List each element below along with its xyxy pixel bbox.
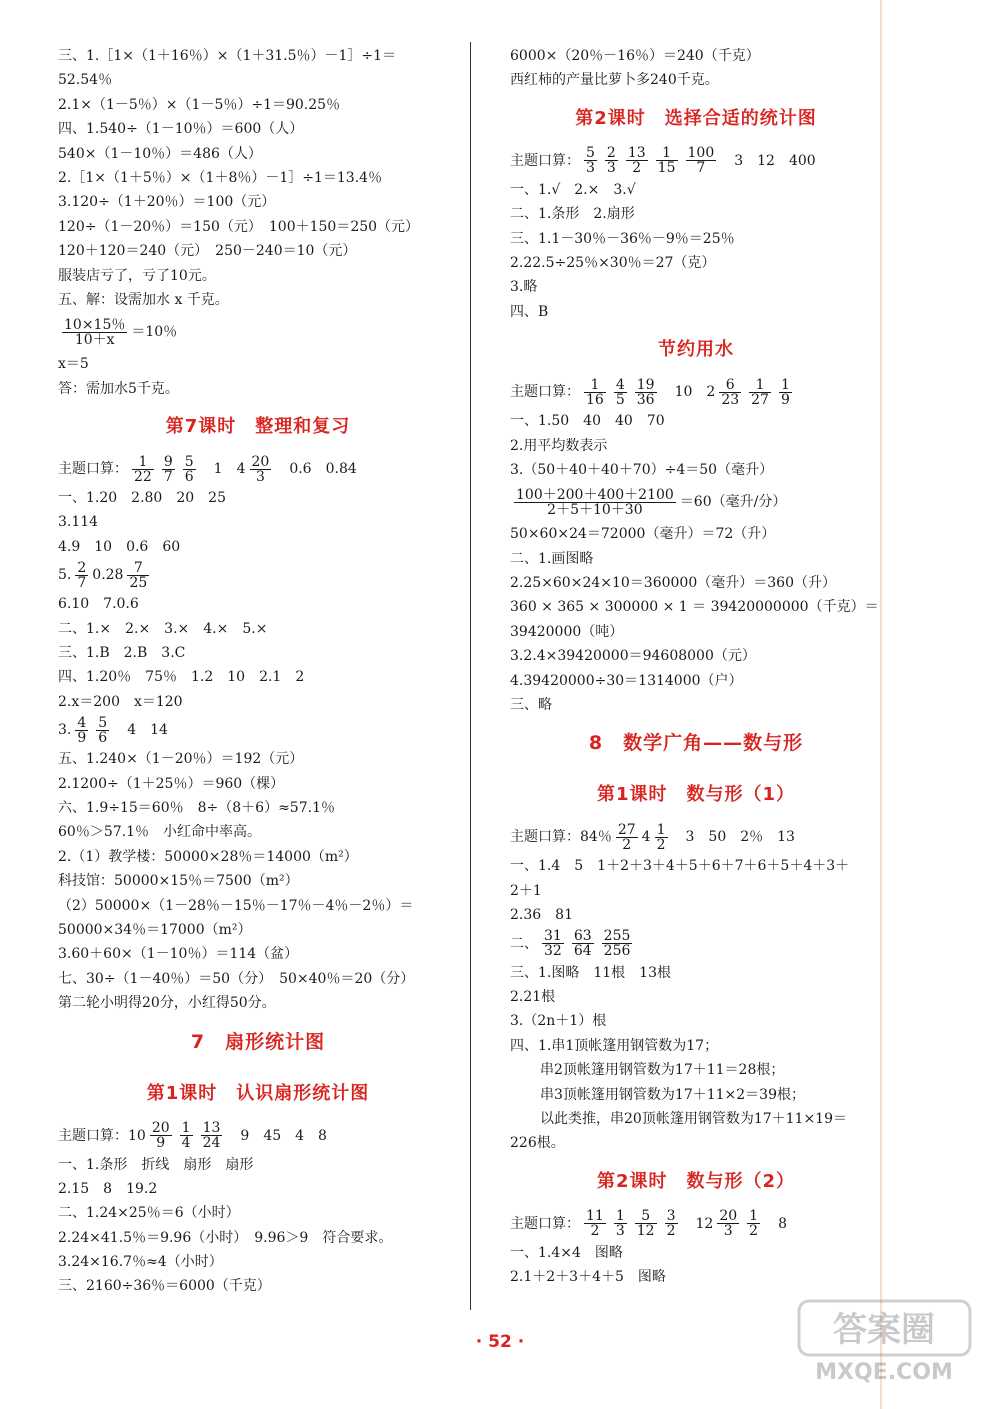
answer-line: 五、解：设需加水 x 千克。 xyxy=(58,291,229,308)
section-heading: 第2课时 数与形（2） xyxy=(596,1170,796,1192)
section-heading: 第1课时 数与形（1） xyxy=(596,784,796,806)
answer-line: 3.2.4×39420000＝94608000（元） xyxy=(510,648,756,665)
answer-line: 120÷（1－20％）＝150（元） 100＋150＝250（元） xyxy=(58,218,420,235)
denominator: 6 xyxy=(98,729,108,746)
denominator: 2 xyxy=(656,836,666,853)
denominator: 64 xyxy=(573,943,592,960)
answer-line: 二、1.× 2.× 3.× 4.× 5.× xyxy=(58,620,268,637)
fraction xyxy=(602,929,633,958)
answer-line: 二、1.条形 2.扇形 xyxy=(510,206,635,223)
answer-line: 2.1200÷（1＋25％）＝960（棵） xyxy=(58,775,285,792)
denominator: 2 xyxy=(590,1223,600,1240)
denominator: 6 xyxy=(184,468,194,485)
denominator: 32 xyxy=(544,943,562,960)
answer-line: 2.22.5÷25％×30％＝27（克） xyxy=(510,254,716,271)
numerator: 13 xyxy=(202,1120,221,1136)
answer-line: 6000×（20％－16％）＝240（千克） xyxy=(510,48,760,64)
answer-line: 二、1.24×25％＝6（小时） xyxy=(58,1205,240,1222)
answer-line: 西红柿的产量比萝卜多240千克。 xyxy=(510,72,719,89)
fraction xyxy=(584,146,597,175)
numerator: 4 xyxy=(615,376,625,393)
denominator: 2 xyxy=(749,1223,759,1240)
numerator: 2 xyxy=(77,559,87,576)
section-heading: 第7课时 整理和复习 xyxy=(165,416,351,438)
answer-line: 226根。 xyxy=(510,1135,565,1152)
answer-line: 一、1.√ 2.× 3.√ xyxy=(510,181,636,198)
answer-line: 120＋120＝240（元） 250－240＝10（元） xyxy=(58,243,357,260)
answer-line-fractions xyxy=(58,453,458,486)
section-heading: 第1课时 认识扇形统计图 xyxy=(146,1082,370,1104)
denominator: 9 xyxy=(77,729,87,746)
numerator: 10×15％ xyxy=(64,316,126,333)
numerator: 11 xyxy=(586,1208,604,1225)
fraction xyxy=(719,378,741,407)
line-prefix: 主题口算： xyxy=(58,461,128,478)
fraction xyxy=(686,146,717,175)
fraction xyxy=(635,1209,657,1238)
answer-line: 3.略 xyxy=(510,279,538,296)
numerator: 20 xyxy=(151,1120,170,1136)
denominator: 9 xyxy=(156,1135,166,1151)
line-prefix: 主题口算： xyxy=(510,152,580,169)
denominator: 7 xyxy=(696,160,706,177)
numerator: 6 xyxy=(719,378,741,393)
answer-line: 360 × 365 × 300000 × 1 ＝ 39420000000（千克）＝ xyxy=(510,599,879,616)
line-suffix: 4 14 xyxy=(113,722,168,739)
answer-line: 一、1.4×4 图略 xyxy=(510,1244,623,1261)
answer-line: （2）50000×（1－28％－15％－17％－4％－2％）＝ xyxy=(58,897,414,914)
line-suffix: 0.6 0.84 xyxy=(275,461,357,478)
fraction xyxy=(605,146,618,175)
answer-line: 2.1×（1－5％）×（1－5％）÷1＝90.25％ xyxy=(58,96,341,113)
section-heading: 节约用水 xyxy=(658,339,734,361)
line-middle: 4 xyxy=(641,829,651,846)
line-prefix: 主题口算： xyxy=(510,1215,580,1232)
denominator: 2 xyxy=(632,160,642,177)
answer-line-fractions xyxy=(510,482,882,522)
answer-line: 50×60×24＝72000（毫升）＝72（升） xyxy=(510,526,776,543)
answer-line: 3.（2n＋1）根 xyxy=(510,1013,607,1030)
page-number: · 52 · xyxy=(475,1332,525,1352)
answer-line: 二、1.画图略 xyxy=(510,550,594,567)
line-middle: 12 xyxy=(681,1215,714,1232)
watermark-title: 答案圈 xyxy=(833,1310,935,1350)
fraction xyxy=(183,455,196,484)
answer-line: 2.24×41.5％＝9.96（小时） 9.96＞9 符合要求。 xyxy=(58,1229,393,1246)
denominator: 7 xyxy=(163,468,173,485)
fraction xyxy=(572,929,594,958)
answer-line: 60％＞57.1％ 小红命中率高。 xyxy=(58,824,261,841)
line-prefix: 主题口算：10 xyxy=(58,1127,146,1144)
answer-line: 一、1.4 5 1＋2＋3＋4＋5＋6＋7＋6＋5＋4＋3＋ xyxy=(510,858,850,875)
fraction xyxy=(201,1121,223,1150)
answer-line: 串3顶帐篷用钢管数为17＋11×2＝39根； xyxy=(540,1086,805,1103)
denominator: 22 xyxy=(134,468,152,485)
answer-line: 2.［1×（1＋5％）×（1＋8％）－1］÷1＝13.4％ xyxy=(58,169,383,186)
line-suffix: ＝10％ xyxy=(131,324,178,341)
line-suffix: 3 50 2％ 13 xyxy=(671,829,795,846)
denominator: 5 xyxy=(615,391,625,408)
numerator: 5 xyxy=(98,714,108,731)
line-middle: 1 4 xyxy=(199,461,246,478)
numerator: 27 xyxy=(617,821,636,838)
answer-line: x＝5 xyxy=(58,356,89,373)
fraction xyxy=(656,146,678,175)
answer-line: 串2顶帐篷用钢管数为17＋11＝28根； xyxy=(540,1062,785,1079)
section-heading: 8 数学广角——数与形 xyxy=(588,732,804,755)
numerator: 4 xyxy=(77,714,87,731)
fraction xyxy=(162,455,175,484)
answer-line: 2.25×60×24×10＝360000（毫升）＝360（升） xyxy=(510,575,836,592)
answer-line-fractions xyxy=(58,714,458,747)
fraction xyxy=(616,823,638,852)
fraction xyxy=(665,1209,678,1238)
numerator: 5 xyxy=(635,1209,657,1224)
answer-line: 2＋1 xyxy=(510,882,542,899)
denominator: 25 xyxy=(129,574,148,591)
answer-line: 2.21根 xyxy=(510,988,556,1005)
numerator: 1 xyxy=(584,378,606,393)
numerator: 63 xyxy=(573,928,592,945)
answer-line: 四、B xyxy=(510,303,549,320)
fraction xyxy=(150,1121,172,1150)
fraction xyxy=(250,455,272,484)
line-middle: 10 2 xyxy=(660,384,716,401)
fraction xyxy=(127,561,149,590)
answer-line: 3.（50＋40＋40＋70）÷4＝50（毫升） xyxy=(510,461,774,478)
answer-line: 3.114 xyxy=(58,514,99,531)
denominator: 24 xyxy=(202,1135,221,1151)
denominator: 7 xyxy=(77,574,87,591)
answer-line: 以此类推，串20顶帐篷用钢管数为17＋11×19＝ xyxy=(540,1110,847,1127)
answer-line: 2.用平均数表示 xyxy=(510,437,608,454)
line-prefix: 二、 xyxy=(510,935,538,952)
numerator: 3 xyxy=(666,1208,676,1225)
answer-line-fractions xyxy=(58,1120,458,1153)
line-suffix: 9 45 4 8 xyxy=(226,1127,327,1144)
fraction xyxy=(584,1209,606,1238)
answer-line: 六、1.9÷15＝60％ 8÷（8＋6）≈57.1％ xyxy=(58,799,335,816)
answer-line: 4.39420000÷30＝1314000（户） xyxy=(510,672,743,689)
fraction xyxy=(655,823,668,852)
answer-line: 3.24×16.7％≈4（小时） xyxy=(58,1254,223,1271)
numerator: 9 xyxy=(163,453,173,470)
numerator: 1 xyxy=(181,1120,191,1136)
denominator: 2 xyxy=(666,1223,676,1240)
fraction xyxy=(514,488,676,517)
answer-line: 4.9 10 0.6 60 xyxy=(58,538,181,555)
denominator: 9 xyxy=(780,391,790,408)
fraction xyxy=(614,378,627,407)
numerator: 1 xyxy=(749,378,771,393)
denominator: 12 xyxy=(636,1223,655,1240)
denominator: 10＋x xyxy=(74,331,115,348)
section-heading: 7 扇形统计图 xyxy=(190,1030,326,1053)
denominator: 3 xyxy=(723,1223,733,1240)
line-prefix: 主题口算： xyxy=(510,384,580,401)
page-edge-line xyxy=(880,0,882,1409)
numerator: 100 xyxy=(687,145,715,162)
answer-line: 540×（1－10％）＝486（人） xyxy=(58,145,262,162)
answer-line: 3.120÷（1＋20％）＝100（元） xyxy=(58,194,276,211)
answer-line: 服装店亏了，亏了10元。 xyxy=(58,267,216,284)
numerator: 1 xyxy=(656,146,678,161)
answer-line: 第二轮小明得20分，小红得50分。 xyxy=(58,995,276,1012)
right-column xyxy=(510,44,882,1290)
line-prefix: 主题口算：84％ xyxy=(510,829,612,846)
denominator: 2＋5＋10＋30 xyxy=(547,501,643,518)
denominator: 256 xyxy=(603,943,631,960)
denominator: 4 xyxy=(181,1135,191,1151)
answer-line-fractions xyxy=(58,559,458,592)
answer-line: 6.10 7.0.6 xyxy=(58,596,139,613)
fraction xyxy=(614,1209,627,1238)
fraction xyxy=(779,378,792,407)
line-suffix: 8 xyxy=(764,1215,787,1232)
left-column xyxy=(58,44,458,1299)
numerator: 2 xyxy=(606,145,616,162)
fraction xyxy=(626,146,648,175)
answer-line: 五、1.240×（1－20％）＝192（元） xyxy=(58,751,304,768)
answer-line: 三、2160÷36％＝6000（千克） xyxy=(58,1278,271,1295)
fraction xyxy=(75,716,88,745)
numerator: 13 xyxy=(627,145,646,162)
line-prefix: 3. xyxy=(58,722,72,739)
fraction xyxy=(747,1209,760,1238)
answer-line: 七、30÷（1－40％）＝50（分） 50×40％＝20（分） xyxy=(58,970,415,987)
fraction xyxy=(75,561,88,590)
numerator: 5 xyxy=(184,453,194,470)
numerator: 20 xyxy=(719,1208,738,1225)
denominator: 3 xyxy=(255,468,265,485)
numerator: 255 xyxy=(603,928,631,945)
numerator: 1 xyxy=(132,455,154,470)
denominator: 23 xyxy=(721,391,740,408)
denominator: 15 xyxy=(657,160,676,177)
denominator: 27 xyxy=(751,391,769,408)
answer-line: 2.15 8 19.2 xyxy=(58,1180,158,1197)
fraction xyxy=(132,455,154,484)
answer-line: 三、略 xyxy=(510,697,552,714)
fraction xyxy=(635,378,657,407)
denominator: 3 xyxy=(615,1223,625,1240)
answer-line: 三、1.1－30％－36％－9％＝25％ xyxy=(510,230,735,247)
answer-line: 2.x＝200 x＝120 xyxy=(58,693,183,710)
answer-line: 三、1.［1×（1＋16％）×（1＋31.5％）－1］÷1＝ xyxy=(58,48,397,64)
denominator: 36 xyxy=(636,391,655,408)
line-prefix: 5. xyxy=(58,567,72,584)
watermark-url: MXQE.COM xyxy=(815,1360,953,1385)
line-suffix: ＝60（毫升/分） xyxy=(679,494,787,511)
denominator: 16 xyxy=(586,391,604,408)
answer-line: 一、1.50 40 40 70 xyxy=(510,413,665,430)
numerator: 1 xyxy=(780,376,790,393)
denominator: 3 xyxy=(586,160,595,177)
answer-line: 四、1.540÷（1－10％）＝600（人） xyxy=(58,121,304,138)
answer-line: 50000×34％＝17000（m²） xyxy=(58,921,252,938)
fraction xyxy=(96,716,109,745)
answer-line: 科技馆：50000×15％＝7500（m²） xyxy=(58,873,299,890)
answer-line-fractions xyxy=(510,928,882,961)
answer-line: 52.54％ xyxy=(58,72,113,89)
numerator: 20 xyxy=(251,453,270,470)
answer-line-fractions xyxy=(510,145,882,178)
answer-line-fractions xyxy=(510,376,882,409)
watermark-logo xyxy=(797,1299,972,1387)
answer-line: 四、1.20％ 75％ 1.2 10 2.1 2 xyxy=(58,669,305,686)
answer-line-fractions xyxy=(510,1208,882,1241)
numerator: 1 xyxy=(615,1208,625,1225)
answer-line: 2.36 81 xyxy=(510,907,573,924)
fraction xyxy=(62,318,127,347)
fraction xyxy=(717,1209,739,1238)
answer-line: 2.1＋2＋3＋4＋5 图略 xyxy=(510,1269,666,1286)
denominator: 2 xyxy=(622,836,632,853)
fraction xyxy=(542,929,564,958)
numerator: 7 xyxy=(127,561,149,576)
numerator: 5 xyxy=(586,145,595,162)
line-suffix: 3 12 400 xyxy=(720,152,816,169)
section-heading: 第2课时 选择合适的统计图 xyxy=(575,107,817,129)
answer-line: 三、1.图略 11根 13根 xyxy=(510,964,671,981)
answer-line-fractions xyxy=(58,312,458,352)
fraction xyxy=(749,378,771,407)
numerator: 1 xyxy=(656,821,666,838)
answer-line: 答：需加水5千克。 xyxy=(58,380,179,397)
denominator: 3 xyxy=(606,160,616,177)
answer-line: 39420000（吨） xyxy=(510,623,624,640)
numerator: 19 xyxy=(636,376,655,393)
numerator: 31 xyxy=(544,928,562,945)
answer-line: 三、1.B 2.B 3.C xyxy=(58,645,186,662)
answer-line: 2.（1）教学楼：50000×28％＝14000（m²） xyxy=(58,848,358,865)
fraction xyxy=(584,378,606,407)
fraction xyxy=(180,1121,193,1150)
answer-line: 一、1.20 2.80 20 25 xyxy=(58,490,226,507)
answer-line: 四、1.串1顶帐篷用钢管数为17； xyxy=(510,1037,719,1054)
answer-line: 一、1.条形 折线 扇形 扇形 xyxy=(58,1156,254,1173)
line-middle: 0.28 xyxy=(92,567,124,584)
column-divider xyxy=(470,42,471,1310)
answer-line: 3.60＋60×（1－10％）＝114（盆） xyxy=(58,946,299,963)
answer-line-fractions xyxy=(510,821,882,854)
numerator: 1 xyxy=(749,1208,759,1225)
numerator: 100＋200＋400＋2100 xyxy=(516,486,674,503)
